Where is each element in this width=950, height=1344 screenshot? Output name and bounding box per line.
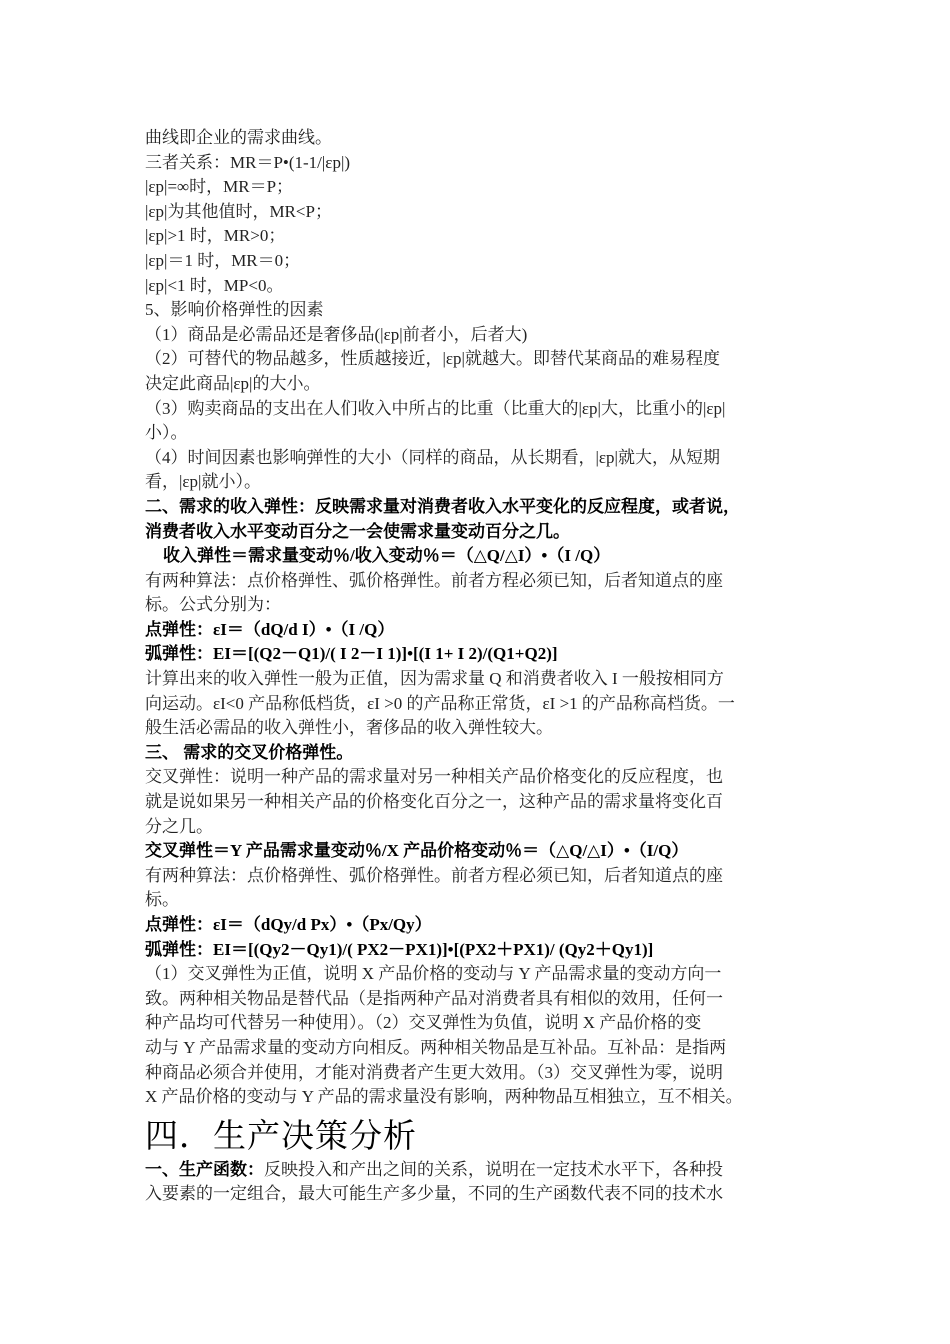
text-line: 种商品必须合并使用，才能对消费者产生更大效用。（3）交叉弹性为零，说明 (145, 1062, 723, 1082)
formula-line: 交叉弹性＝Y 产品需求量变动％/X 产品价格变动％＝（△Q/△I）•（I/Q） (145, 841, 689, 861)
list-item: （1）商品是必需品还是奢侈品(|εp|前者小，后者大) (145, 324, 528, 344)
text-line: 小）。 (145, 423, 188, 443)
document-page (145, 126, 811, 1207)
section-heading: 5、影响价格弹性的因素 (145, 300, 324, 320)
list-item: （2）可替代的物品越多，性质越接近，|εp|就越大。即替代某商品的难易程度 (145, 349, 720, 369)
text-span: 反映投入和产出之间的关系，说明在一定技术水平下，各种投 (264, 1159, 723, 1179)
text-line: 看，|εp|就小）。 (145, 472, 261, 492)
text-line: 致。两种相关物品是替代品（是指两种产品对消费者具有相似的效用，任何一 (145, 988, 723, 1008)
text-line: |εp|<1 时，MP<0。 (145, 275, 284, 295)
list-item: （4）时间因素也影响弹性的大小（同样的商品，从长期看，|εp|就大，从短期 (145, 447, 720, 467)
text-line: |εp|为其他值时，MR<P； (145, 201, 332, 221)
chapter-heading: 四．生产决策分析 (145, 1115, 417, 1155)
text-line: 动与 Y 产品需求量的变动方向相反。两种相关物品是互补品。互补品：是指两 (145, 1037, 727, 1057)
list-item: （3）购卖商品的支出在人们收入中所占的比重（比重大的|εp|大，比重小的|εp| (145, 398, 726, 418)
text-line: 交叉弹性：说明一种产品的需求量对另一种相关产品价格变化的反应程度，也 (145, 767, 723, 787)
text-line: |εp|=∞时，MR＝P； (145, 177, 294, 197)
text-line: X 产品价格的变动与 Y 产品的需求量没有影响，两种物品互相独立，互不相关。 (145, 1087, 743, 1107)
bold-heading: 二、需求的收入弹性：反映需求量对消费者收入水平变化的反应程度，或者说， (145, 496, 740, 516)
text-line: |εp|＝1 时，MR＝0； (145, 250, 301, 270)
text-line: 向运动。εI<0 产品称低档货，εI >0 的产品称正常货，εI >1 的产品称高档货。一 (145, 693, 735, 713)
formula-line: 点弹性：εI＝（dQ/d I）•（I /Q） (145, 619, 395, 639)
text-line: |εp|>1 时，MR>0； (145, 226, 286, 246)
text-line: 有两种算法：点价格弹性、弧价格弹性。前者方程必须已知，后者知道点的座 (145, 865, 723, 885)
text-line: 标。公式分别为： (145, 595, 281, 615)
bold-lead: 一、生产函数： (145, 1159, 264, 1179)
text-line: 三者关系：MR＝P•(1-1/|εp|) (145, 152, 351, 172)
bold-heading: 三、 需求的交叉价格弹性。 (145, 742, 354, 762)
formula-line: 弧弹性：EI＝[(Q2－Q1)/( I 2－I 1)]•[(I 1+ I 2)/(Q1+Q2)] (145, 644, 558, 664)
formula-line: 弧弹性：EI＝[(Qy2－Qy1)/( PX2－PX1)]•[(PX2＋PX1)/ (Qy2＋Qy1)] (145, 939, 654, 959)
text-line: 般生活必需品的收入弹性小，奢侈品的收入弹性较大。 (145, 718, 553, 738)
formula-line: 点弹性：εI＝（dQy/d Px）•（Px/Qy） (145, 915, 432, 934)
formula-line: 收入弹性＝需求量变动％/收入变动％＝（△Q/△I）•（I /Q） (163, 546, 611, 566)
text-line: 入要素的一定组合，最大可能生产多少量，不同的生产函数代表不同的技术水 (145, 1184, 723, 1204)
text-line (145, 1158, 811, 1183)
bold-heading: 消费者收入水平变动百分之一会使需求量变动百分之几。 (145, 521, 570, 541)
text-line: 就是说如果另一种相关产品的价格变化百分之一，这种产品的需求量将变化百 (145, 792, 723, 812)
text-line: 分之几。 (145, 816, 213, 836)
text-line: 标。 (145, 890, 179, 910)
text-line: （1）交叉弹性为正值，说明 X 产品价格的变动与 Y 产品需求量的变动方向一 (145, 964, 722, 984)
text-line: 曲线即企业的需求曲线。 (145, 128, 332, 147)
text-line: 有两种算法：点价格弹性、弧价格弹性。前者方程必须已知，后者知道点的座 (145, 570, 723, 590)
text-line: 决定此商品|εp|的大小。 (145, 373, 321, 393)
text-line: 种产品均可代替另一种使用）。（2）交叉弹性为负值，说明 X 产品价格的变 (145, 1013, 702, 1033)
text-line: 计算出来的收入弹性一般为正值，因为需求量 Q 和消费者收入 I 一般按相同方 (145, 669, 724, 689)
